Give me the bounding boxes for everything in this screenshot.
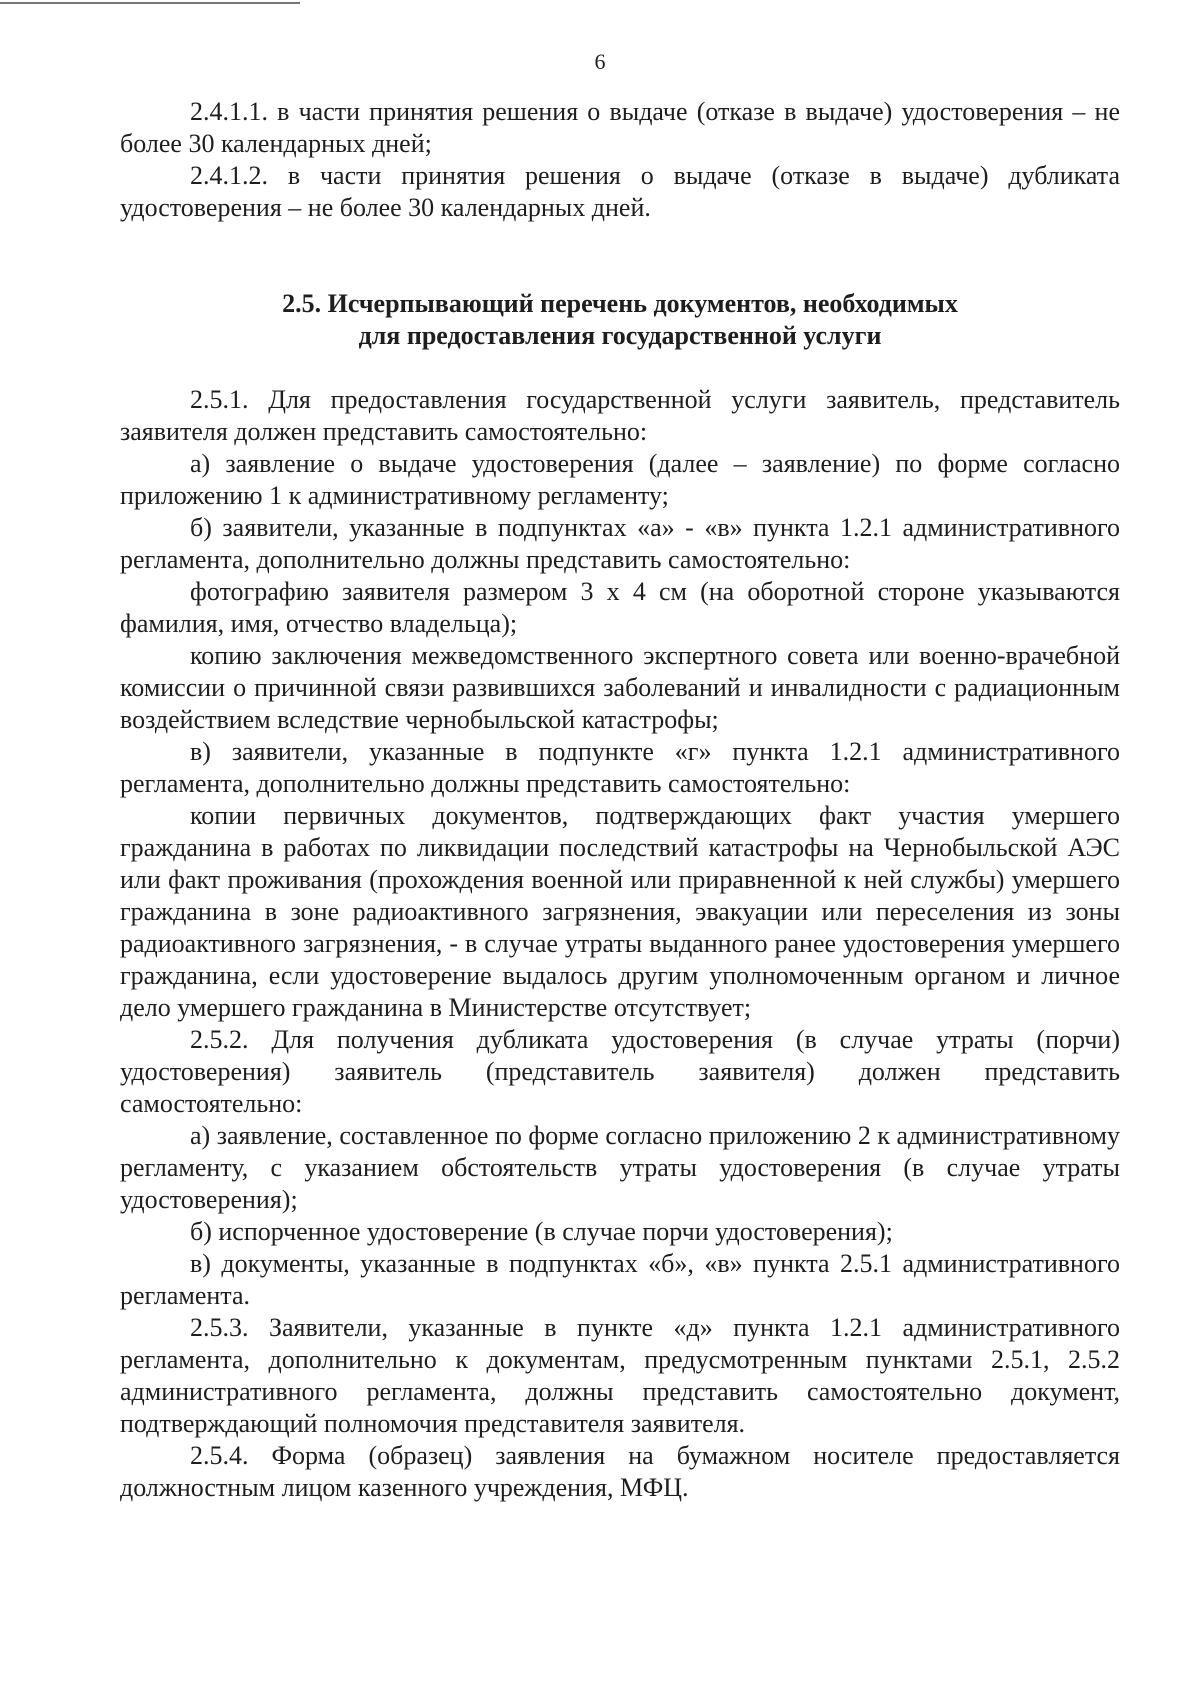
paragraph-photo: фотографию заявителя размером 3 х 4 см (на оборотной стороне указываются фамилия, имя, отчество владельца); [120,577,1120,638]
paragraph-2-5-1-b: б) заявители, указанные в подпунктах «а» - «в» пункта 1.2.1 административного регламента, дополнительно должны представить самостоятельно: [120,513,1120,574]
paragraph-2-5-3: 2.5.3. Заявители, указанные в пункте «д» пункта 1.2.1 административного регламента, дополнительно к документам, предусмотренным пунктами 2.5.1, 2.5.2 административного регламента, должны представить самостоятельно документ, подтверждающий полномочия представителя заявителя. [120,1313,1120,1438]
section-title-line-1: 2.5. Исчерпывающий перечень документов, необходимых [282,289,958,318]
paragraph-primary-docs: копии первичных документов, подтверждающих факт участия умершего гражданина в работах по ликвидации последствий катастрофы на Чернобыльской АЭС или факт проживания (прохождения военной или приравненной к ней службы) умершего гражданина в зоне радиоактивного загрязнения, эвакуации или переселения из зоны радиоактивного загрязнения, - в случае утраты выданного ранее удостоверения умершего гражданина, если удостоверение выдалось другим уполномоченным органом и личное дело умершего гражданина в Министерстве отсутствует; [120,801,1120,1022]
paragraph-2-5-4: 2.5.4. Форма (образец) заявления на бумажном носителе предоставляется должностным лицом казенного учреждения, МФЦ. [120,1441,1120,1502]
paragraph-2-5-1-v: в) заявители, указанные в подпункте «г» пункта 1.2.1 административного регламента, дополнительно должны представить самостоятельно: [120,737,1120,798]
page-number: 6 [594,49,606,74]
paragraph-2-5-1-a: а) заявление о выдаче удостоверения (далее – заявление) по форме согласно приложению 1 к административному регламенту; [120,449,1120,510]
section-title-line-2: для предоставления государственной услуги [358,321,882,350]
document-body [120,96,1120,1504]
paragraph-2-5-2-b: б) испорченное удостоверение (в случае порчи удостоверения); [190,1217,893,1246]
paragraph-2-4-1-1: 2.4.1.1. в части принятия решения о выдаче (отказе в выдаче) удостоверения – не более 30 календарных дней; [120,97,1120,158]
section-title [120,288,1120,352]
paragraph-2-5-2-a: а) заявление, составленное по форме согласно приложению 2 к административному регламенту, с указанием обстоятельств утраты удостоверения (в случае утраты удостоверения); [120,1121,1120,1214]
paragraph-2-5-1: 2.5.1. Для предоставления государственной услуги заявитель, представитель заявителя должен представить самостоятельно: [120,385,1120,446]
paragraph-2-5-2: 2.5.2. Для получения дубликата удостоверения (в случае утраты (порчи) удостоверения) заявитель (представитель заявителя) должен представить самостоятельно: [120,1025,1120,1118]
paragraph-conclusion-copy: копию заключения межведомственного экспертного совета или военно-врачебной комиссии о причинной связи развившихся заболеваний и инвалидности с радиационным воздействием вследствие чернобыльской катастрофы; [120,641,1120,734]
scan-edge-line [0,2,300,4]
paragraph-2-5-2-v: в) документы, указанные в подпунктах «б», «в» пункта 2.5.1 административного регламента. [120,1249,1120,1310]
paragraph-2-4-1-2: 2.4.1.2. в части принятия решения о выдаче (отказе в выдаче) дубликата удостоверения – не более 30 календарных дней. [120,161,1120,222]
